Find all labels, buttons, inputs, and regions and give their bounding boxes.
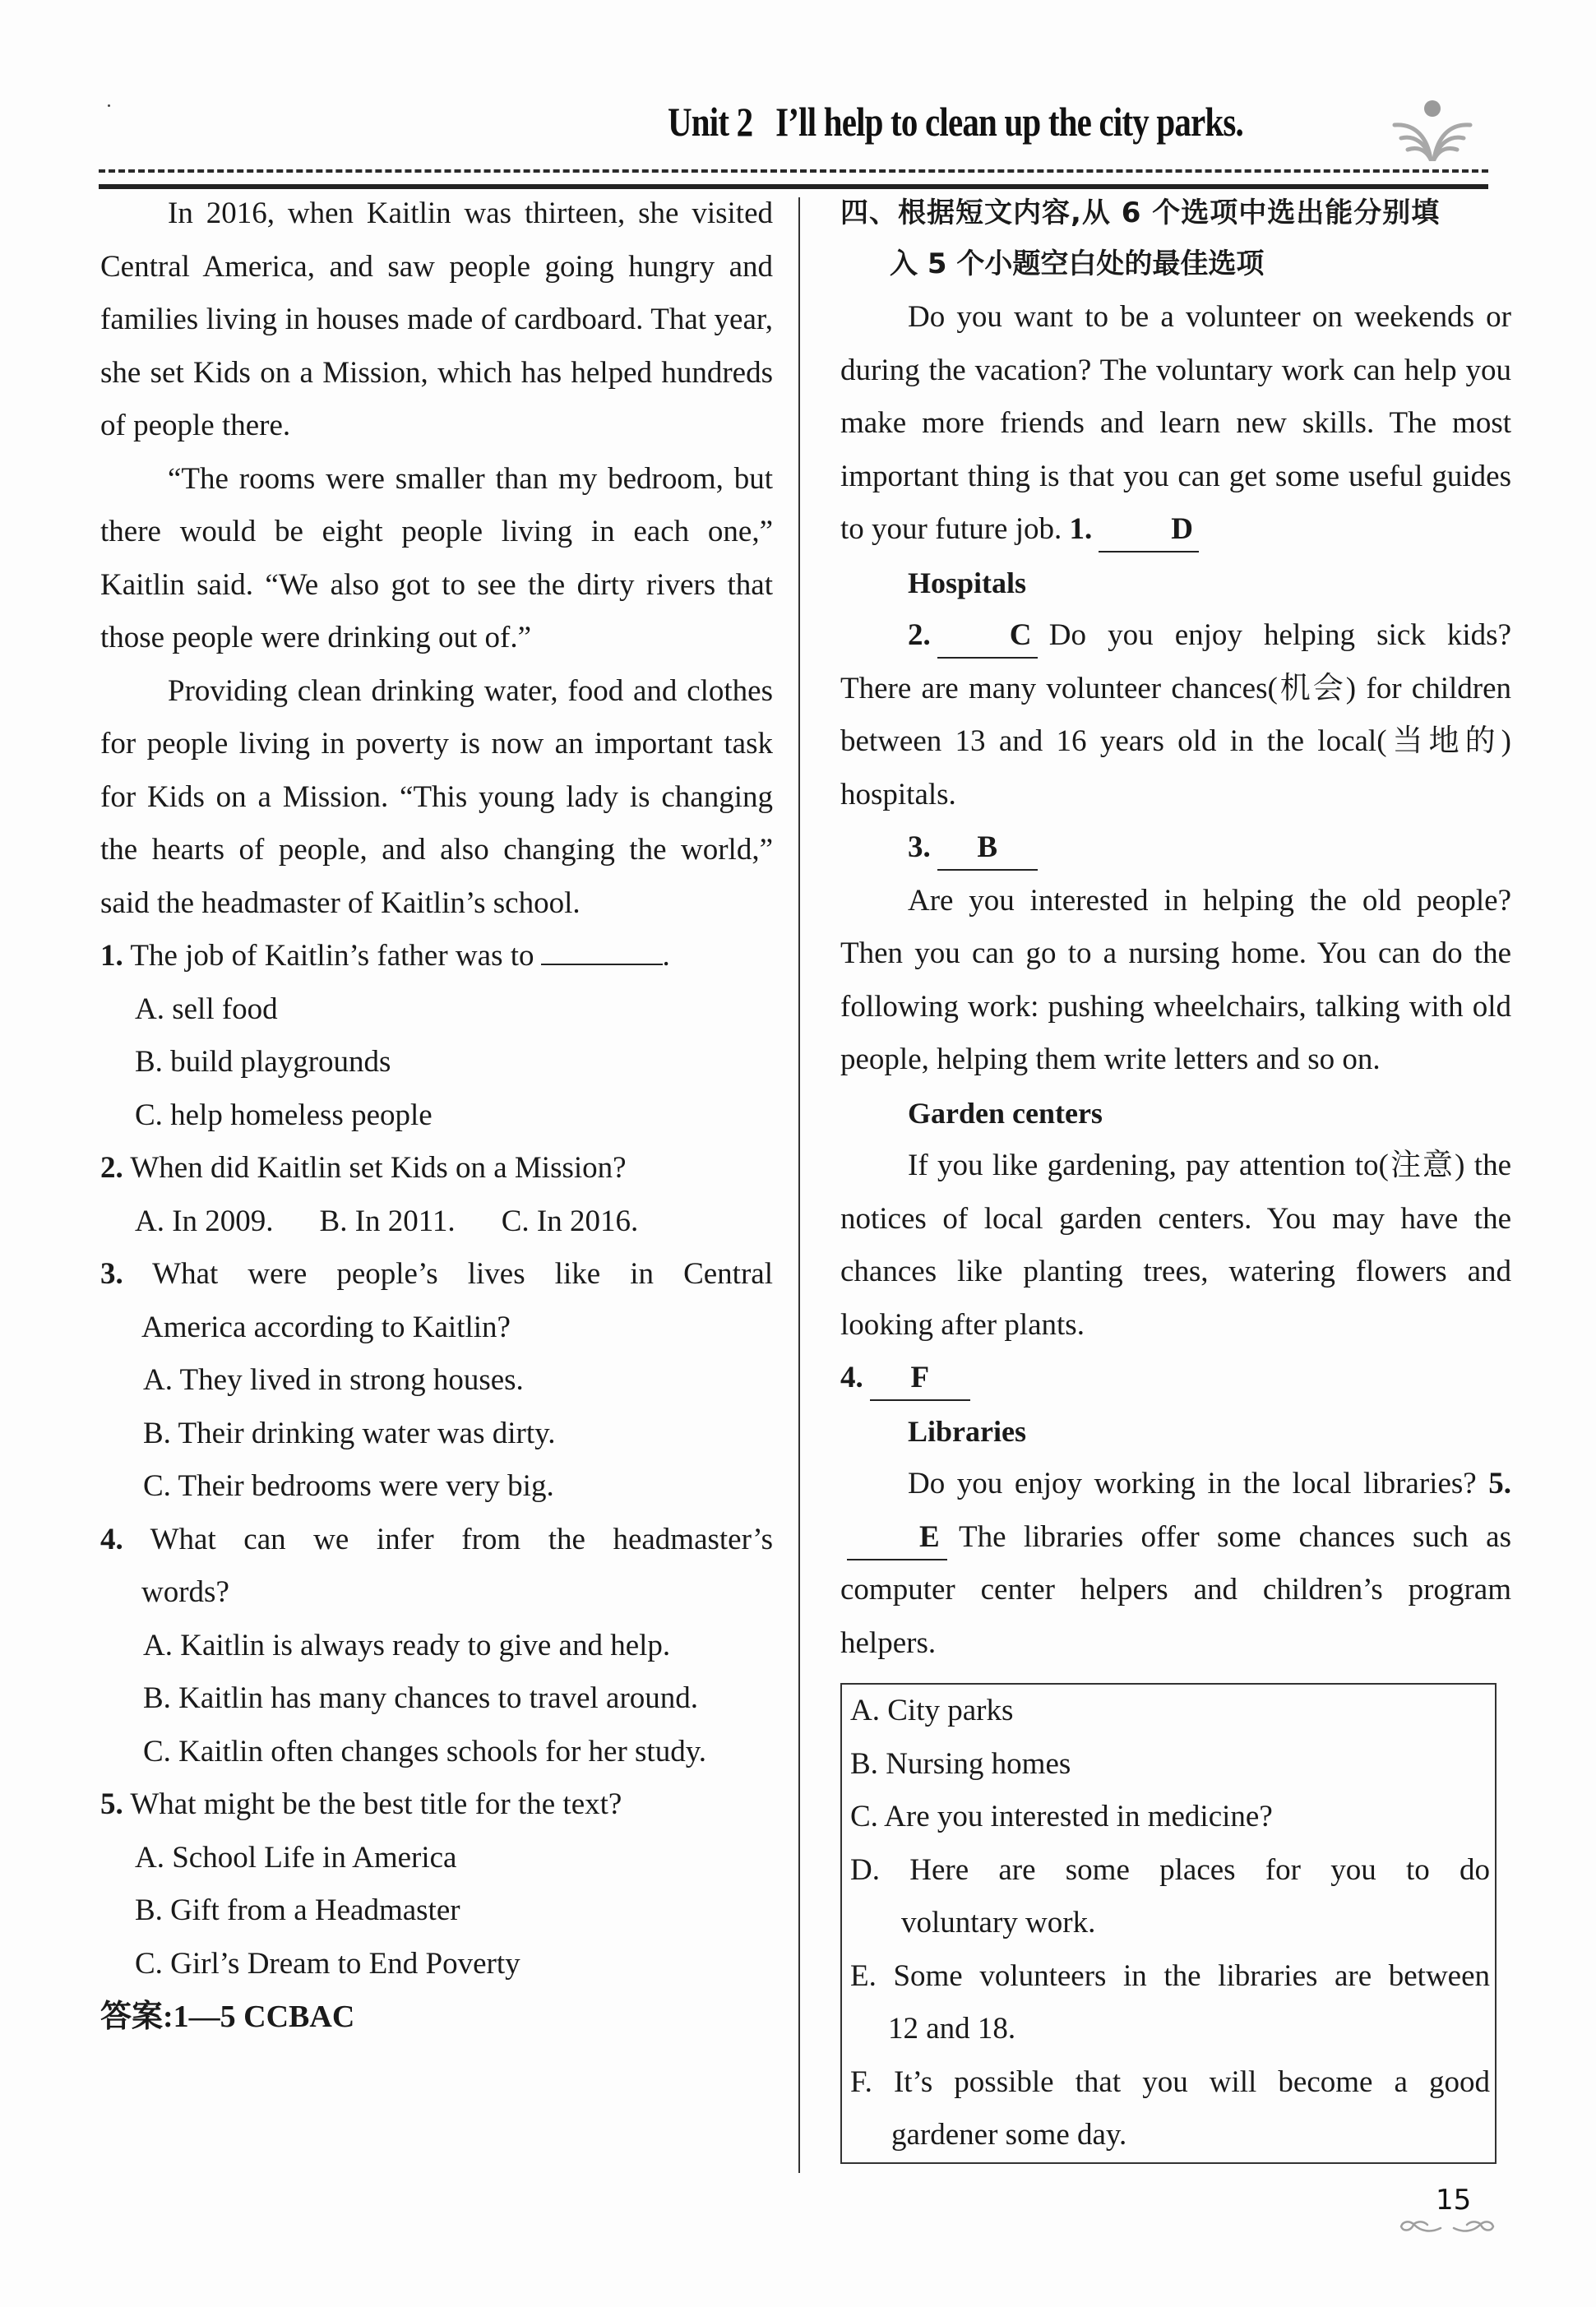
- question-2: [100, 1142, 773, 1248]
- option[interactable]: B. Their drinking water was dirty.: [143, 1416, 556, 1450]
- option[interactable]: C. Kaitlin often changes schools for her study.: [143, 1734, 707, 1768]
- blank-3: 3. B: [840, 821, 1511, 875]
- left-column: [100, 187, 773, 2044]
- option-e[interactable]: E. Some volunteers in the libraries are between: [850, 1958, 1491, 1993]
- passage-paragraph: Providing clean drinking water, food and clothes for people living in poverty is now an important task for Kids on a Mission. “This young lady is changing the hearts of people, and also changing the world,” said the headmaster of Kaitlin’s school.: [100, 673, 773, 920]
- scan-speck: [108, 104, 110, 107]
- flourish-ornament-icon: [1398, 2213, 1497, 2236]
- blank-5: 5.E: [840, 1467, 1511, 1554]
- option[interactable]: B. In 2011.: [319, 1204, 456, 1238]
- options-box: [840, 1683, 1497, 2164]
- question-stem: 3. What were people’s lives like in Central: [100, 1257, 773, 1291]
- subheading-hospitals: Hospitals: [908, 566, 1027, 599]
- question-stem: 1. The job of Kaitlin’s father was to .: [100, 930, 773, 983]
- question-1: [100, 930, 773, 1142]
- option[interactable]: C. help homeless people: [135, 1098, 433, 1132]
- section-instructions: [840, 187, 1511, 289]
- unit-header-title: [668, 97, 1243, 146]
- column-divider: [798, 197, 800, 2173]
- blank-2: 2. C: [908, 618, 1049, 652]
- option-b[interactable]: B. Nursing homes: [850, 1746, 1071, 1781]
- section-instructions-line1: 四、根据短文内容,从 6 个选项中选出能分别填: [840, 196, 1441, 229]
- option-a[interactable]: A. City parks: [850, 1694, 1014, 1727]
- subheading-garden-centers: Garden centers: [908, 1096, 1103, 1130]
- option[interactable]: B. Gift from a Headmaster: [135, 1893, 460, 1927]
- blank-4: 4. F: [840, 1352, 1511, 1405]
- nursing-paragraph: Are you interested in helping the old people? Then you can go to a nursing home. You can do the following work: pushing wheelchairs, talking with old people, helping them write letters and so on.: [840, 883, 1511, 1076]
- answer-blank[interactable]: D: [1099, 508, 1199, 552]
- libraries-paragraph: Do you enjoy working in the local libraries? 5.E The libraries offer some chances such as computer center helpers and children’s program helpers.: [840, 1467, 1512, 1660]
- option-row: [100, 1195, 773, 1249]
- option-f-continued: gardener some day.: [891, 2118, 1127, 2152]
- option[interactable]: A. School Life in America: [135, 1840, 457, 1875]
- option[interactable]: A. In 2009.: [135, 1204, 274, 1238]
- unit-number: Unit 2: [668, 99, 753, 145]
- option[interactable]: A. They lived in strong houses.: [143, 1363, 524, 1397]
- question-stem: 2. When did Kaitlin set Kids on a Mission?: [100, 1151, 627, 1185]
- question-stem-continued: America according to Kaitlin?: [141, 1310, 511, 1344]
- option-e-continued: 12 and 18.: [888, 2012, 1016, 2046]
- option[interactable]: A. sell food: [135, 992, 278, 1026]
- option-d[interactable]: D. Here are some places for you to do: [850, 1852, 1490, 1887]
- option-d-continued: voluntary work.: [901, 1906, 1096, 1939]
- page-number: 15: [1436, 2184, 1472, 2217]
- option-f[interactable]: F. It’s possible that you will become a good: [850, 2064, 1491, 2099]
- fountain-sun-icon: [1391, 95, 1473, 161]
- question-5: [100, 1778, 773, 1990]
- hospitals-paragraph: 2. C Do you enjoy helping sick kids? There are many volunteer chances(机会) for children between 13 and 16 years old in the local(当地的) hospitals.: [840, 609, 1511, 821]
- subheading-libraries: Libraries: [908, 1414, 1026, 1448]
- right-column: [840, 187, 1511, 2164]
- question-stem-continued: words?: [141, 1575, 229, 1609]
- option-c[interactable]: C. Are you interested in medicine?: [850, 1800, 1273, 1833]
- passage-paragraph: In 2016, when Kaitlin was thirteen, she visited Central America, and saw people going hungry and families living in houses made of cardboard. That year, she set Kids on a Mission, which has helped hundreds of people there.: [100, 196, 773, 442]
- question-3: [100, 1248, 773, 1514]
- answer-blank[interactable]: [541, 931, 663, 965]
- option[interactable]: A. Kaitlin is always ready to give and help.: [143, 1628, 671, 1662]
- garden-paragraph: If you like gardening, pay attention to(注意) the notices of local garden centers. You may have the chances like planting trees, watering flowers and looking after plants.: [840, 1149, 1511, 1342]
- answer-blank[interactable]: B: [937, 826, 1038, 871]
- question-stem: 5. What might be the best title for the text?: [100, 1787, 622, 1821]
- option[interactable]: B. build playgrounds: [135, 1045, 391, 1079]
- option[interactable]: C. Girl’s Dream to End Poverty: [135, 1946, 520, 1981]
- question-stem: 4. What can we infer from the headmaster’s: [100, 1522, 773, 1556]
- option[interactable]: C. Their bedrooms were very big.: [143, 1469, 554, 1503]
- answer-blank[interactable]: F: [870, 1357, 970, 1401]
- header-dashed-rule: [99, 169, 1488, 173]
- blank-1: 1. D: [1069, 512, 1210, 546]
- section-instructions-line2: 入 5 个小题空白处的最佳选项: [890, 247, 1265, 280]
- answer-blank[interactable]: E: [847, 1516, 947, 1560]
- passage-paragraph: “The rooms were smaller than my bedroom, but there would be eight people living in each one,” Kaitlin said. “We also got to see the dirty rivers that those people were drinking out of.”: [100, 461, 773, 654]
- question-4: [100, 1514, 773, 1779]
- option[interactable]: B. Kaitlin has many chances to travel around.: [143, 1681, 699, 1715]
- unit-title: I’ll help to clean up the city parks.: [775, 99, 1243, 145]
- intro-paragraph: Do you want to be a volunteer on weekends or during the vacation? The voluntary work can help you make more friends and learn new skills. The most important thing is that you can get some useful guides to your future job. 1. D: [840, 291, 1511, 557]
- answer-blank[interactable]: C: [937, 614, 1038, 659]
- option[interactable]: C. In 2016.: [501, 1204, 639, 1238]
- answer-key: 答案:1—5 CCBAC: [100, 2000, 355, 2034]
